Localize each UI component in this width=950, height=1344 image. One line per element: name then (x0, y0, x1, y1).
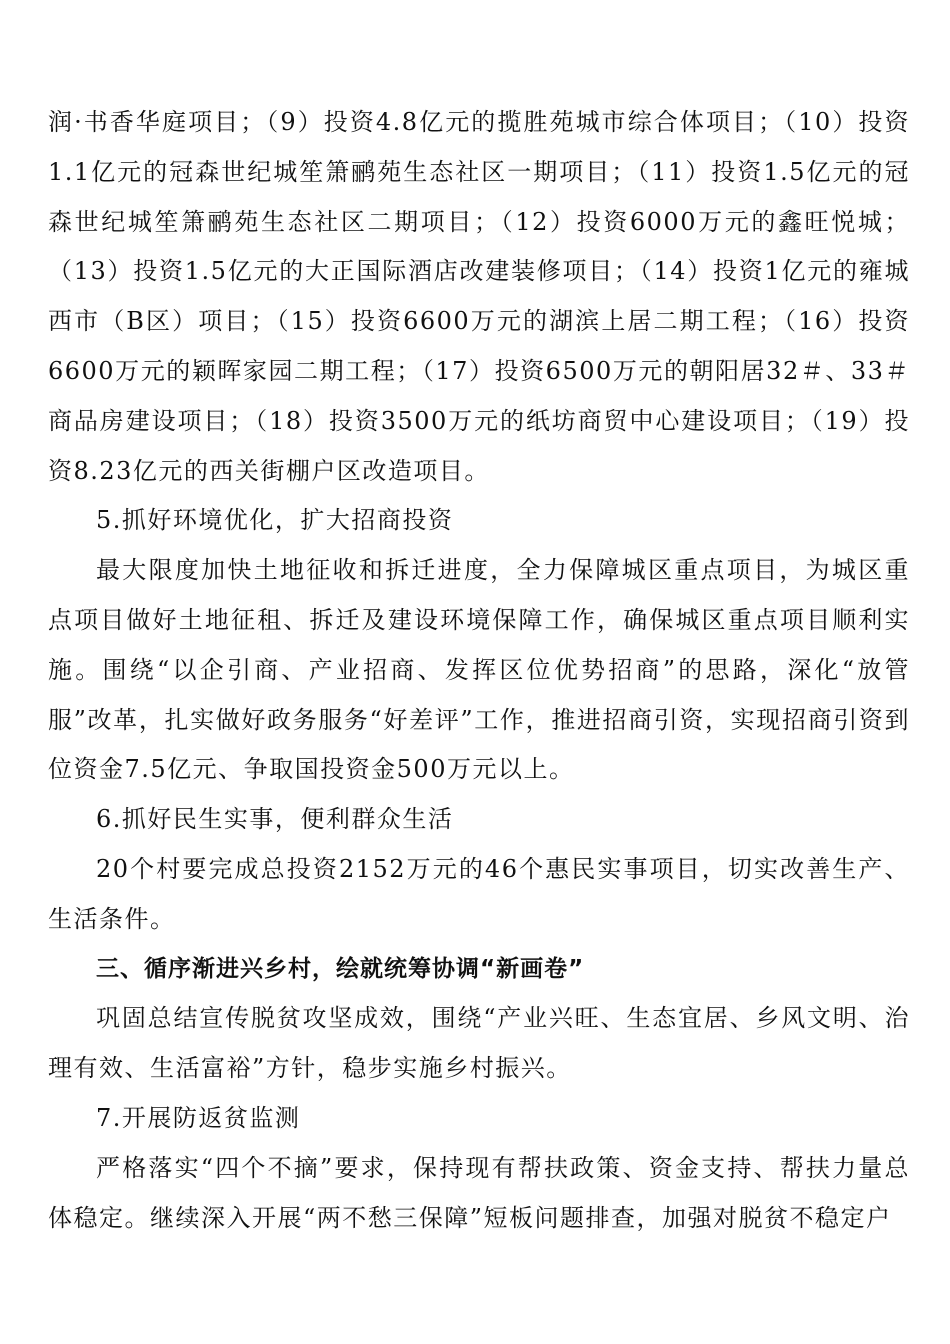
subheading-environment-optimization: 5.抓好环境优化，扩大招商投资 (96, 506, 454, 535)
paragraph-poverty-alleviation-summary: 巩固总结宣传脱贫攻坚成效，围绕“产业兴旺、生态宜居、乡风文明、治理有效、生活富裕”方针，稳步实施乡村振兴。 (48, 1004, 910, 1083)
paragraph-four-no-removal: 严格落实“四个不摘”要求，保持现有帮扶政策、资金支持、帮扶力量总体稳定。继续深入开展“两不愁三保障”短板问题排查，加强对脱贫不稳定户 (48, 1153, 910, 1232)
paragraph-project-list-continued: 润·书香华庭项目；（9）投资4.8亿元的揽胜苑城市综合体项目；（10）投资1.1亿元的冠森世纪城笙箫鹂苑生态社区一期项目；（11）投资1.5亿元的冠森世纪城笙箫鹂苑生态社区二期项目；（12）投资6000万元的鑫旺悦城；（13）投资1.5亿元的大正国际酒店改建装修项目；（14）投资1亿元的雍城西市（B区）项目；（15）投资6600万元的湖滨上居二期工程；（16）投资6600万元的颖晖家园二期工程；（17）投资6500万元的朝阳居32＃、33＃商品房建设项目；（18）投资3500万元的纸坊商贸中心建设项目；（19）投资8.23亿元的西关街棚户区改造项目。 (48, 108, 910, 485)
subheading-anti-poverty-monitoring: 7.开展防返贫监测 (96, 1103, 301, 1132)
paragraph-investment-attraction: 最大限度加快土地征收和拆迁进度，全力保障城区重点项目，为城区重点项目做好土地征租、拆迁及建设环境保障工作，确保城区重点项目顺利实施。围绕“以企引商、产业招商、发挥区位优势招商”的思路，深化“放管服”改革，扎实做好政务服务“好差评”工作，推进招商引资，实现招商引资到位资金7.5亿元、争取国投资金500万元以上。 (48, 556, 910, 784)
document-page (48, 98, 910, 1243)
paragraph-livelihood-projects: 20个村要完成总投资2152万元的46个惠民实事项目，切实改善生产、生活条件。 (48, 854, 910, 933)
subheading-livelihood-projects: 6.抓好民生实事，便利群众生活 (96, 805, 454, 834)
section-heading-rural-revitalization: 三、循序渐进兴乡村，绘就统筹协调“新画卷” (96, 955, 585, 982)
